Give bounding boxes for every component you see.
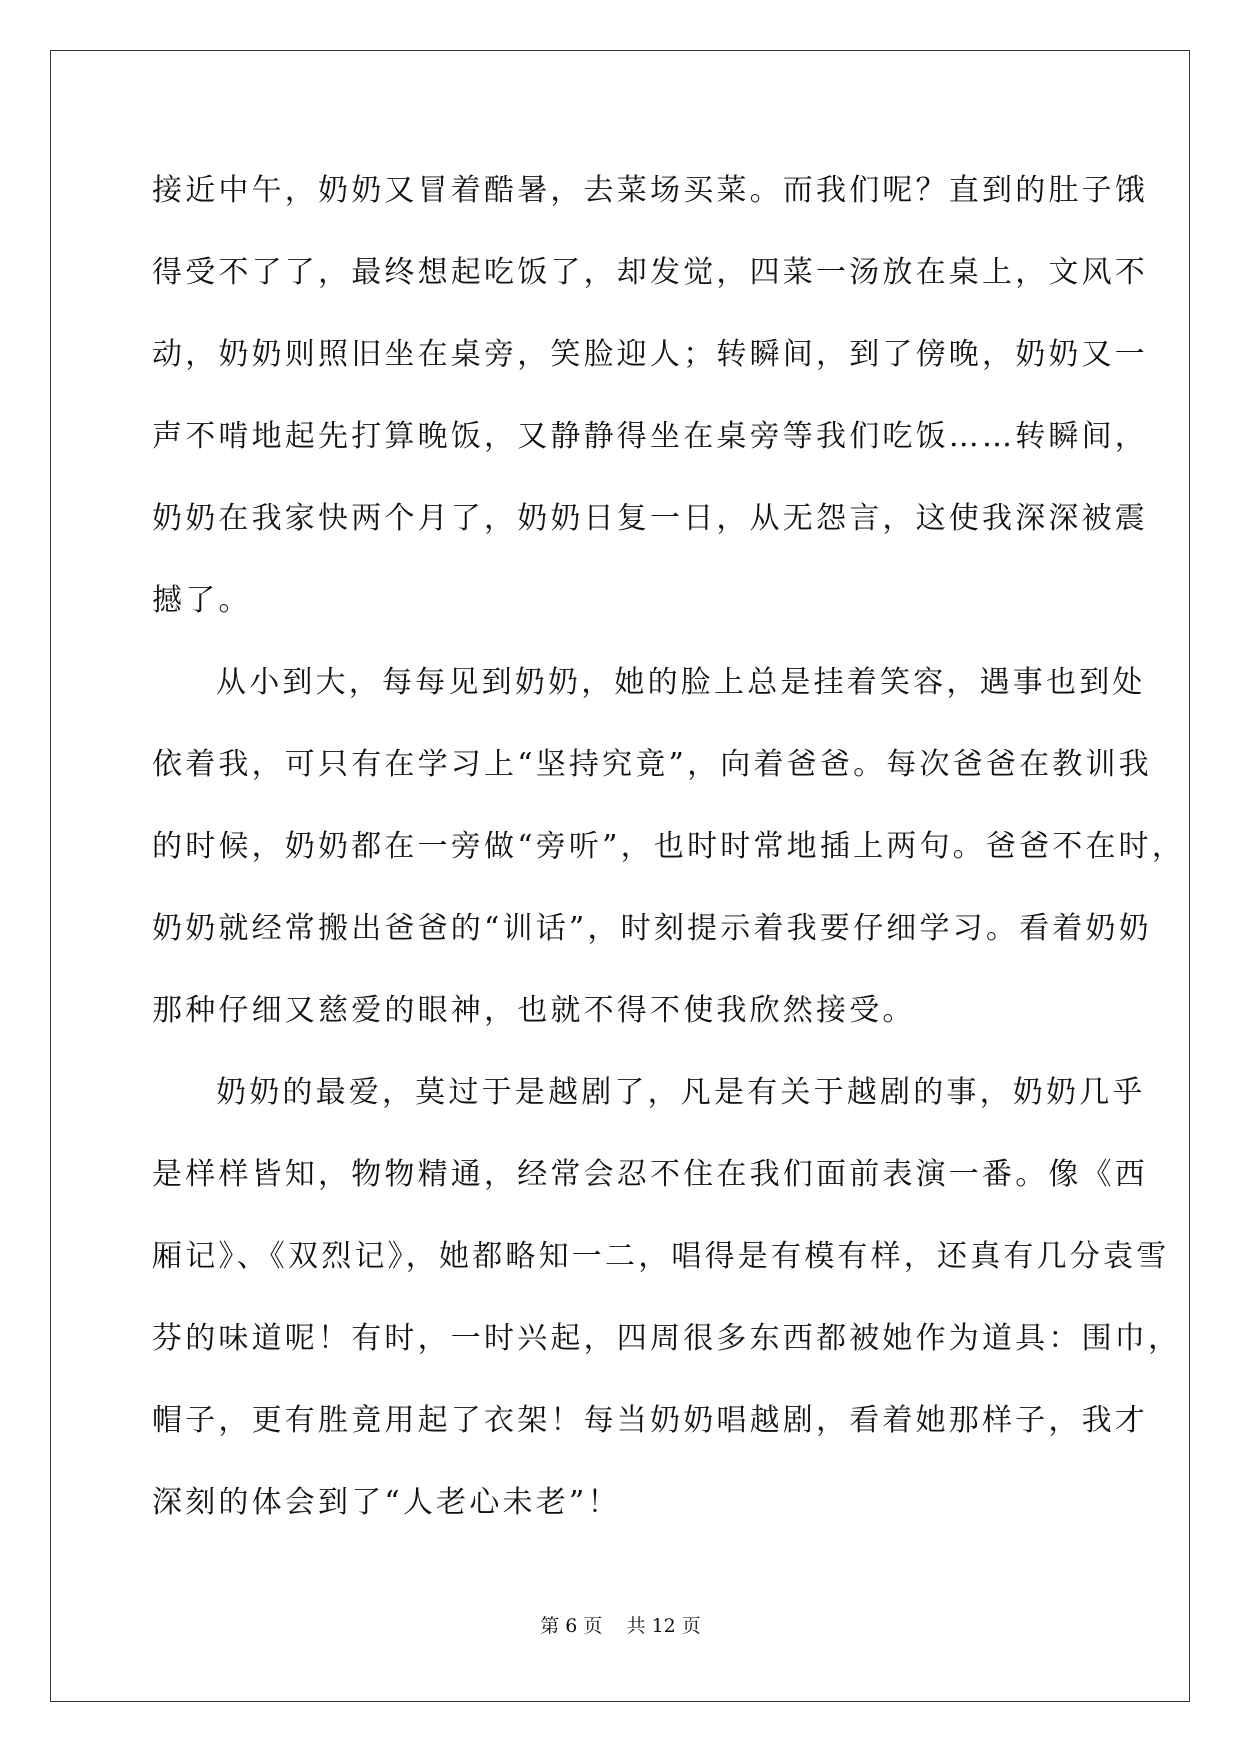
paragraph-first-line: 从小到大，每每见到奶奶，她的脸上总是挂着笑容，遇事也到处 bbox=[216, 665, 1146, 700]
page-number-footer: 第 6 页 共 12 页 bbox=[540, 1615, 701, 1637]
text-line: 是样样皆知，物物精通，经常会忍不住在我们面前表演一番。像《西 bbox=[152, 1157, 1148, 1192]
text-line: 奶奶在我家快两个月了，奶奶日复一日，从无怨言，这使我深深被震 bbox=[152, 501, 1148, 536]
text-line: 帽子，更有胜竟用起了衣架！每当奶奶唱越剧，看着她那样子，我才 bbox=[152, 1403, 1148, 1438]
text-line: 动，奶奶则照旧坐在桌旁，笑脸迎人；转瞬间，到了傍晚，奶奶又一 bbox=[152, 337, 1148, 372]
text-line: 的时候，奶奶都在一旁做“旁听”，也时时常地插上两句。爸爸不在时， bbox=[152, 829, 1186, 864]
paragraph-first-line: 奶奶的最爱，莫过于是越剧了，凡是有关于越剧的事，奶奶几乎 bbox=[216, 1075, 1146, 1110]
text-line: 芬的味道呢！有时，一时兴起，四周很多东西都被她作为道具：围巾， bbox=[152, 1321, 1182, 1356]
text-line: 奶奶就经常搬出爸爸的“训话”，时刻提示着我要仔细学习。看着奶奶 bbox=[152, 911, 1152, 946]
text-line: 得受不了了，最终想起吃饭了，却发觉，四菜一汤放在桌上，文风不 bbox=[152, 255, 1148, 290]
document-body bbox=[152, 156, 1186, 1550]
text-line: 深刻的体会到了“人老心未老”！ bbox=[152, 1485, 621, 1520]
text-line: 接近中午，奶奶又冒着酷暑，去菜场买菜。而我们呢？直到的肚子饿 bbox=[152, 173, 1148, 208]
text-line: 厢记》、《双烈记》，她都略知一二，唱得是有模有样，还真有几分袁雪 bbox=[152, 1239, 1170, 1274]
text-line: 那种仔细又慈爱的眼神，也就不得不使我欣然接受。 bbox=[152, 993, 916, 1028]
text-line: 声不啃地起先打算晚饭，又静静得坐在桌旁等我们吃饭……转瞬间， bbox=[152, 419, 1148, 454]
text-line: 撼了。 bbox=[152, 583, 252, 618]
text-line: 依着我，可只有在学习上“坚持究竟”，向着爸爸。每次爸爸在教训我 bbox=[152, 747, 1152, 782]
